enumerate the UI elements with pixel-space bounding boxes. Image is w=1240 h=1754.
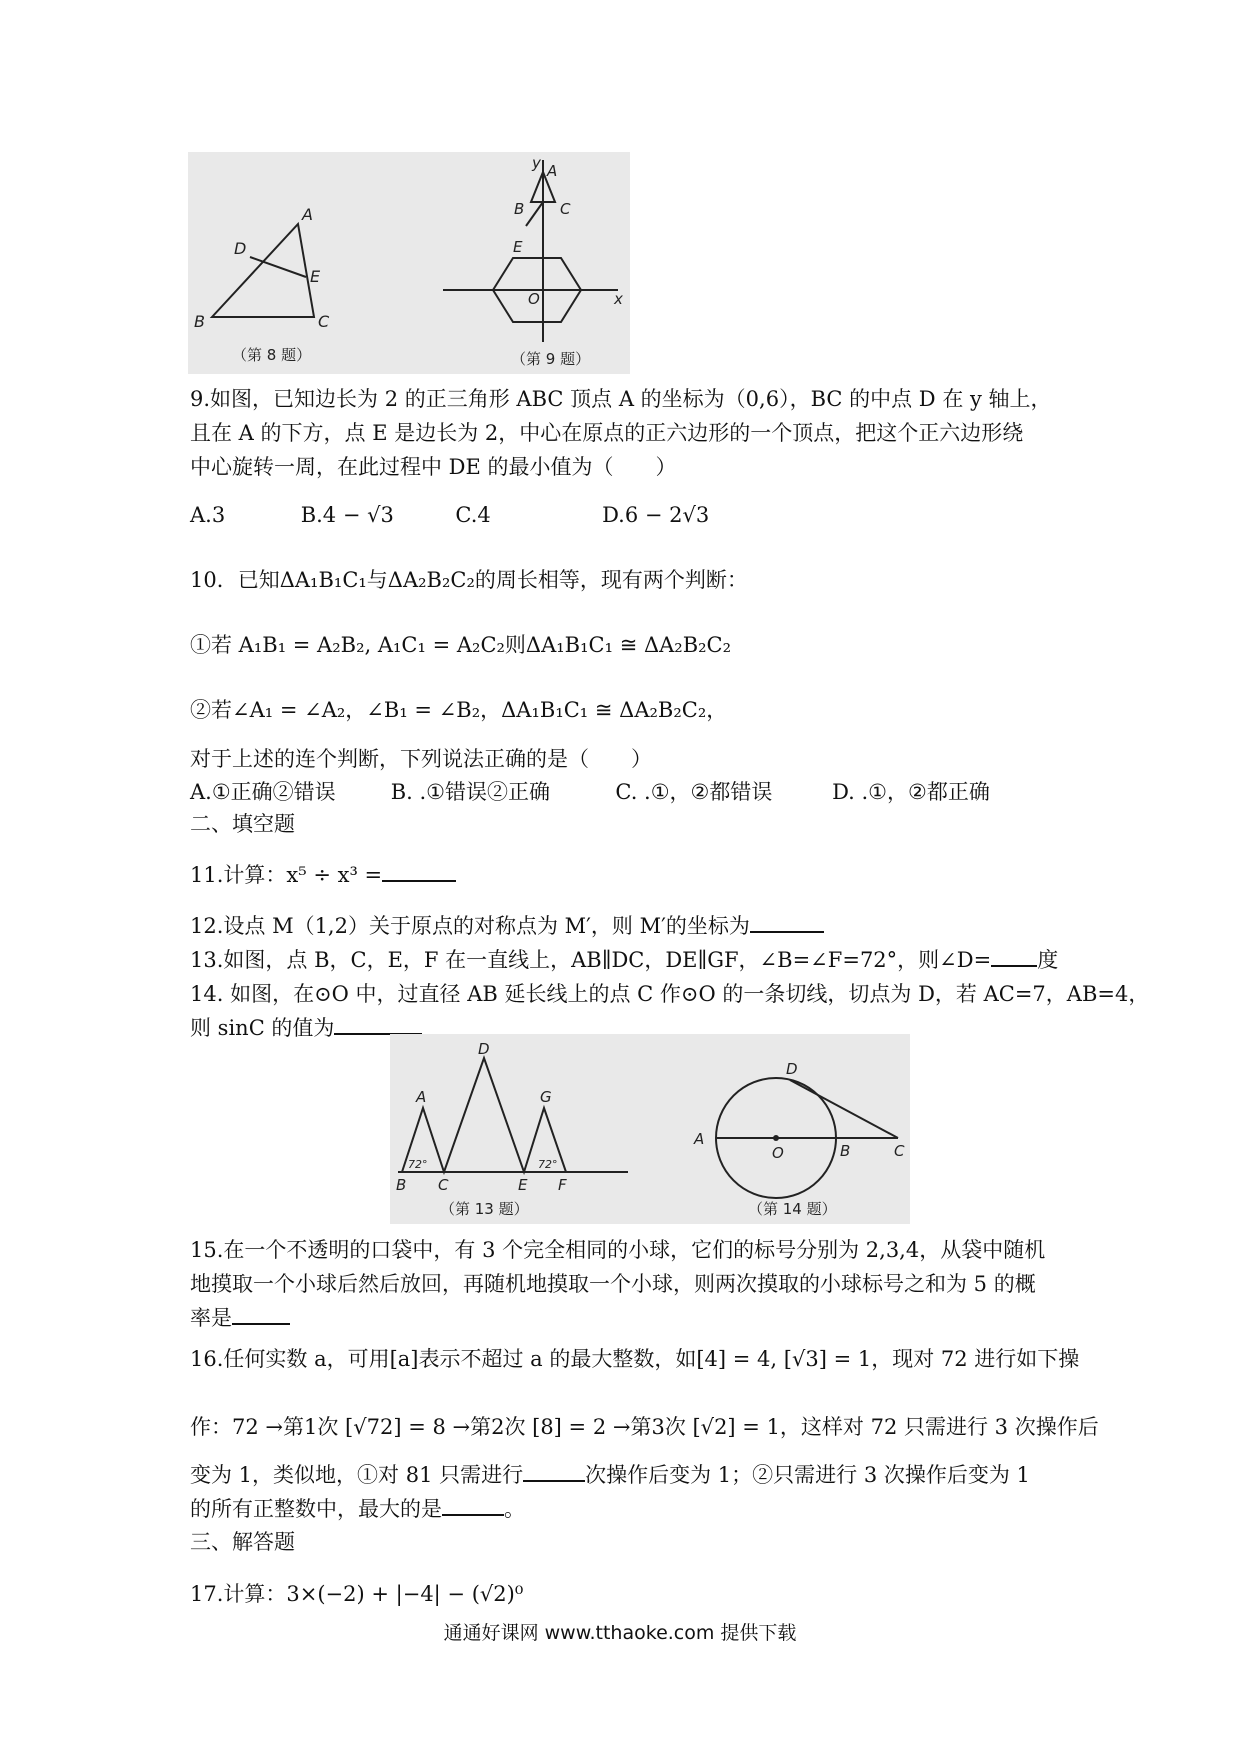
q16-answer-blank-1[interactable] [523,1460,585,1482]
fig8-label-b: B [194,312,205,331]
fig13-angle-f: 72° [538,1158,558,1171]
fig9-label-x: x [614,290,623,308]
figure-14-diagram [716,1078,898,1198]
q10-options [190,775,1060,809]
q9-line-1: 9.如图，已知边长为 2 的正三角形 ABC 顶点 A 的坐标为（0,6），BC 的中点 D 在 y 轴上， [190,387,1052,411]
q10-ask-text: 对于上述的连个判断，下列说法正确的是（ ） [190,747,652,771]
section-2-heading [190,807,1060,841]
q9-option-d: D.6 − 2√3 [602,503,710,527]
fig8-label-c: C [318,312,330,331]
q14-answer-blank[interactable] [334,1013,422,1035]
figure-8-triangle [212,224,314,317]
fig9-label-a: A [547,162,558,180]
q10-option-b: B. .①错误②正确 [390,780,550,804]
q10-ask [190,742,1060,776]
section-3-heading [190,1525,1060,1559]
q12-text: 12.设点 M（1,2）关于原点的对称点为 M′，则 M′的坐标为 [190,914,750,938]
question-13 [190,943,1060,977]
fig14-caption: （第 14 题） [748,1200,837,1218]
fig8-caption: （第 8 题） [232,346,312,364]
fig9-caption: （第 9 题） [511,350,591,368]
q16-answer-blank-2[interactable] [442,1494,504,1516]
q10-judge-1 [190,628,1060,662]
q12-answer-blank[interactable] [750,911,824,933]
figure-13-diagram [398,1058,628,1172]
fig13-label-f: F [558,1176,567,1194]
q13-text: 13.如图，点 B，C，E，F 在一直线上，AB∥DC，DE∥GF，∠B=∠F=72°，则∠D= [190,948,992,972]
q11-answer-blank[interactable] [382,860,456,882]
fig9-label-o: O [528,290,540,308]
question-15 [190,1233,1060,1335]
q10-judge-2-text: ②若∠A₁ = ∠A₂，∠B₁ = ∠B₂，ΔA₁B₁C₁ ≅ ΔA₂B₂C₂， [190,698,728,722]
fig9-label-e: E [513,238,523,256]
q10-judge-1-text: ①若 A₁B₁ = A₂B₂, A₁C₁ = A₂C₂则ΔA₁B₁C₁ ≅ ΔA₂B₂C₂ [190,633,732,657]
q16-line-3b: 次操作后变为 1；②只需进行 3 次操作后变为 1 [585,1463,1030,1487]
q16-line-1-text: 16.任何实数 a，可用[a]表示不超过 a 的最大整数，如[4] = 4, [√3] = 1，现对 72 进行如下操 [190,1347,1080,1371]
q13-unit: 度 [1037,948,1059,972]
q10-stem [190,563,1060,597]
q9-option-c: C.4 [455,503,491,527]
q13-answer-blank[interactable] [991,945,1037,967]
fig13-label-e: E [518,1176,528,1194]
q14-line-1: 14. 如图，在⊙O 中，过直径 AB 延长线上的点 C 作⊙O 的一条切线，切点为 D，若 AC=7，AB=4， [190,982,1150,1006]
fig8-label-d: D [234,239,247,258]
footer-credit: 通通好课网 www.tthaoke.com 提供下载 [443,1622,797,1644]
question-12 [190,909,1060,943]
fig14-label-d: D [786,1060,798,1078]
fig13-label-b: B [396,1176,407,1194]
q9-line-3: 中心旋转一周，在此过程中 DE 的最小值为（ ） [190,455,677,479]
fig14-label-o: O [772,1144,784,1162]
q9-option-a: A.3 [190,503,226,527]
q11-text: 11.计算：x⁵ ÷ x³ = [190,863,383,887]
q10-stem-text: 10．已知ΔA₁B₁C₁与ΔA₂B₂C₂的周长相等，现有两个判断： [190,568,748,592]
fig14-center-dot [773,1135,779,1141]
q15-line-3: 率是 [190,1306,232,1330]
fig8-label-e: E [310,267,321,286]
q16-line-4 [190,1492,1060,1526]
q16-line-4-text: 的所有正整数中，最大的是 [190,1497,442,1521]
fig13-label-d: D [478,1040,490,1058]
fig14-label-c: C [894,1142,905,1160]
q9-option-b: B.4 − √3 [300,503,394,527]
q10-judge-2 [190,693,1060,727]
fig9-label-y: y [532,154,541,172]
q14-line-2: 则 sinC 的值为 [190,1016,335,1040]
fig14-label-b: B [840,1142,851,1160]
fig8-label-a: A [302,205,313,224]
q10-option-a: A.①正确②错误 [190,780,336,804]
fig13-angle-b: 72° [408,1158,428,1171]
q16-line-2-text: 作：72 →第1次 [√72] = 8 →第2次 [8] = 2 →第3次 [√2] = 1，这样对 72 只需进行 3 次操作后 [190,1415,1099,1439]
q16-line-1 [190,1342,1080,1376]
fig9-label-b: B [514,200,525,218]
fig13-label-g: G [540,1088,552,1106]
q15-line-1: 15.在一个不透明的口袋中，有 3 个完全相同的小球，它们的标号分别为 2,3,4，从袋中随机 [190,1238,1046,1262]
q10-option-c: C. .①，②都错误 [615,780,773,804]
figure-9-diagram [443,160,618,342]
q16-period: 。 [504,1497,525,1521]
q16-line-3 [190,1458,1060,1492]
q10-option-d: D. .①，②都正确 [832,780,990,804]
q16-line-3a: 变为 1，类似地，①对 81 只需进行 [190,1463,524,1487]
fig13-caption: （第 13 题） [440,1200,529,1218]
q15-line-2: 地摸取一个小球后然后放回，再随机地摸取一个小球，则两次摸取的小球标号之和为 5 的概 [190,1272,1036,1296]
q9-line-2: 且在 A 的下方，点 E 是边长为 2，中心在原点的正六边形的一个顶点，把这个正六边形绕 [190,421,1024,445]
q16-line-2 [190,1410,1099,1444]
figure-8-9 [188,152,630,374]
fig13-label-c: C [438,1176,449,1194]
section-2-title: 二、填空题 [190,812,295,836]
figure-13-14 [390,1034,910,1224]
q17-text: 17.计算：3×(−2) + |−4| − (√2)⁰ [190,1582,524,1606]
question-9 [190,382,1060,484]
question-17 [190,1577,1060,1611]
q15-answer-blank[interactable] [232,1303,290,1325]
q9-options [190,498,1060,532]
question-11 [190,858,1060,892]
section-3-title: 三、解答题 [190,1530,295,1554]
fig13-label-a: A [416,1088,427,1106]
fig14-label-a: A [694,1130,705,1148]
fig9-label-c: C [560,200,571,218]
